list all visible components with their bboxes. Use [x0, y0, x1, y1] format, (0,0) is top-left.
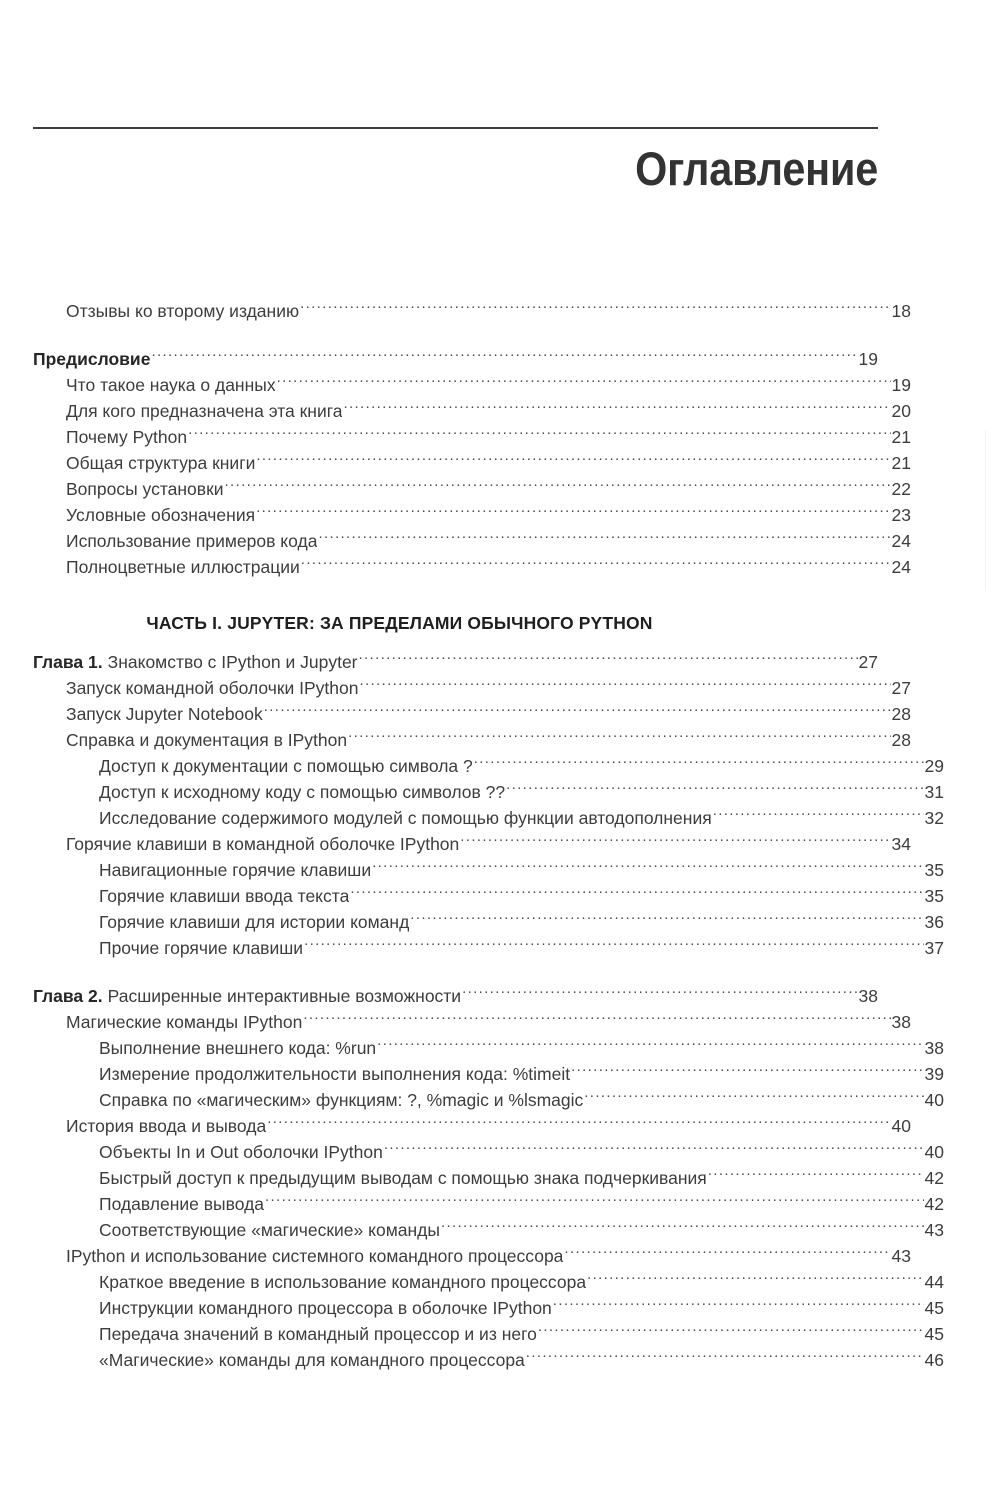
dot-leader	[584, 1089, 923, 1107]
dot-leader	[350, 885, 923, 903]
toc-entry[interactable]	[33, 298, 911, 324]
toc-entry-title: Для кого предназначена эта книга	[66, 401, 343, 421]
scan-edge-artifact	[985, 430, 986, 590]
toc-entry-title: Условные обозначения	[66, 505, 256, 525]
toc-page-number: 46	[924, 1350, 944, 1370]
toc-entry-title	[33, 649, 358, 675]
toc-page-number: 37	[924, 938, 944, 958]
toc-entry-title: Горячие клавиши ввода текста	[99, 886, 350, 906]
toc-chapter-entry[interactable]	[33, 983, 878, 1009]
toc-entry[interactable]	[33, 1295, 944, 1321]
dot-leader	[318, 530, 890, 548]
dot-leader	[462, 985, 857, 1003]
toc-entry[interactable]	[33, 1243, 911, 1269]
header-rule	[33, 127, 878, 129]
toc-entry[interactable]	[33, 1139, 944, 1165]
toc-spacer	[33, 580, 878, 610]
toc-entry-title: Навигационные горячие клавиши	[99, 860, 372, 880]
toc-page-number: 21	[891, 453, 911, 473]
dot-leader	[587, 1271, 923, 1289]
dot-leader	[377, 1037, 923, 1055]
dot-leader	[359, 651, 858, 669]
toc-entry-title: Отзывы ко второму изданию	[66, 301, 300, 321]
toc-entry[interactable]	[33, 1009, 911, 1035]
toc-entry-title: Полноцветные иллюстрации	[66, 557, 300, 577]
toc-page-number: 19	[858, 349, 878, 369]
toc-page-number: 22	[891, 479, 911, 499]
dot-leader	[441, 1219, 924, 1237]
toc-page-number: 20	[891, 401, 911, 421]
toc-entry[interactable]	[33, 476, 911, 502]
toc-page-number: 34	[891, 834, 911, 854]
toc-page-number: 28	[891, 704, 911, 724]
dot-leader	[384, 1141, 924, 1159]
dot-leader	[343, 400, 890, 418]
toc-entry[interactable]	[33, 701, 911, 727]
toc-entry-title: Быстрый доступ к предыдущим выводам с помощью знака подчеркивания	[99, 1168, 707, 1188]
toc-entry[interactable]	[33, 528, 911, 554]
toc-page-number: 23	[891, 505, 911, 525]
toc-entry[interactable]	[33, 831, 911, 857]
toc-entry[interactable]	[33, 1087, 944, 1113]
toc-entry[interactable]	[33, 1321, 944, 1347]
page-title: Оглавление	[635, 142, 878, 195]
toc-page-number: 42	[924, 1194, 944, 1214]
toc-entry-title: Измерение продолжительности выполнения кода: %timeit	[99, 1064, 571, 1084]
toc-entry-title: Горячие клавиши в командной оболочке IPython	[66, 834, 460, 854]
toc-chapter-number: Глава 1.	[33, 652, 103, 672]
dot-leader	[300, 300, 890, 318]
toc-page-number: 43	[891, 1246, 911, 1266]
toc-entry[interactable]	[33, 727, 911, 753]
toc-chapter-title-text: Знакомство с IPython и Jupyter	[107, 652, 358, 672]
table-of-contents	[33, 298, 944, 1373]
dot-leader	[553, 1297, 924, 1315]
dot-leader	[460, 833, 890, 851]
toc-spacer	[33, 961, 878, 983]
toc-entry[interactable]	[33, 935, 944, 961]
toc-entry-title: Магические команды IPython	[66, 1012, 303, 1032]
toc-page-number: 35	[924, 886, 944, 906]
toc-spacer	[33, 636, 878, 649]
toc-page-number: 44	[924, 1272, 944, 1292]
toc-page-number: 35	[924, 860, 944, 880]
toc-page-number: 42	[924, 1168, 944, 1188]
dot-leader	[225, 478, 891, 496]
toc-page-number: 36	[924, 912, 944, 932]
toc-entry-title: «Магические» команды для командного процессора	[99, 1350, 525, 1370]
toc-entry-title	[33, 983, 461, 1009]
toc-entry[interactable]	[33, 1061, 944, 1087]
toc-entry[interactable]	[33, 1269, 944, 1295]
toc-entry-title: Доступ к документации с помощью символа ?	[99, 756, 473, 776]
toc-page-number: 21	[891, 427, 911, 447]
toc-page-number: 24	[891, 557, 911, 577]
toc-page-number: 28	[891, 730, 911, 750]
toc-entry-title: Подавление вывода	[99, 1194, 265, 1214]
toc-entry-title: IPython и использование системного командного процессора	[66, 1246, 564, 1266]
toc-entry-title: Передача значений в командный процессор и из него	[99, 1324, 537, 1344]
toc-entry-title: Использование примеров кода	[66, 531, 318, 551]
toc-page-number: 29	[924, 756, 944, 776]
dot-leader	[474, 755, 924, 773]
toc-entry-title: Вопросы установки	[66, 479, 224, 499]
toc-chapter-entry[interactable]	[33, 649, 878, 675]
toc-entry-title: Почему Python	[66, 427, 188, 447]
toc-entry[interactable]	[33, 753, 944, 779]
toc-entry[interactable]	[33, 805, 944, 831]
toc-entry[interactable]	[33, 675, 911, 701]
toc-entry-title: Запуск Jupyter Notebook	[66, 704, 263, 724]
toc-entry-title: Выполнение внешнего кода: %run	[99, 1038, 377, 1058]
toc-page-number: 19	[891, 375, 911, 395]
toc-chapter-number: Глава 2.	[33, 986, 103, 1006]
dot-leader	[265, 1193, 924, 1211]
toc-entry[interactable]	[33, 1217, 944, 1243]
dot-leader	[571, 1063, 923, 1081]
toc-entry-title: Запуск командной оболочки IPython	[66, 678, 359, 698]
toc-entry-title: Соответствующие «магические» команды	[99, 1220, 440, 1240]
toc-page-number: 40	[924, 1090, 944, 1110]
dot-leader	[410, 911, 923, 929]
toc-entry[interactable]	[33, 909, 944, 935]
toc-entry-title: Предисловие	[33, 349, 151, 369]
toc-spacer	[33, 324, 878, 346]
dot-leader	[708, 1167, 924, 1185]
toc-entry[interactable]	[33, 1191, 944, 1217]
toc-page-number: 40	[891, 1116, 911, 1136]
toc-page-number: 40	[924, 1142, 944, 1162]
toc-page-number: 27	[891, 678, 911, 698]
toc-entry-title: Прочие горячие клавиши	[99, 938, 304, 958]
toc-entry[interactable]	[33, 857, 944, 883]
toc-page-number: 43	[924, 1220, 944, 1240]
toc-entry-title: Что такое наука о данных	[66, 375, 276, 395]
dot-leader	[538, 1323, 924, 1341]
dot-leader	[564, 1245, 890, 1263]
toc-part-heading: ЧАСТЬ I. JUPYTER: ЗА ПРЕДЕЛАМИ ОБЫЧНОГО PYTHON	[146, 613, 653, 633]
toc-entry[interactable]	[33, 779, 944, 805]
toc-entry-title: История ввода и вывода	[66, 1116, 267, 1136]
toc-entry[interactable]	[33, 1035, 944, 1061]
toc-page-number: 45	[924, 1298, 944, 1318]
toc-entry-title: Доступ к исходному коду с помощью символов ??	[99, 782, 506, 802]
toc-entry-title: Горячие клавиши для истории команд	[99, 912, 410, 932]
dot-leader	[267, 1115, 890, 1133]
toc-entry[interactable]	[33, 502, 911, 528]
dot-leader	[359, 677, 890, 695]
dot-leader	[303, 1011, 890, 1029]
toc-entry-title: Справка и документация в IPython	[66, 730, 348, 750]
dot-leader	[277, 374, 891, 392]
dot-leader	[348, 729, 890, 747]
dot-leader	[188, 426, 890, 444]
toc-entry[interactable]	[33, 1165, 944, 1191]
toc-entry[interactable]	[33, 1113, 911, 1139]
toc-page-number: 32	[924, 808, 944, 828]
dot-leader	[506, 781, 923, 799]
toc-entry[interactable]	[33, 424, 911, 450]
toc-entry[interactable]	[33, 1347, 944, 1373]
dot-leader	[713, 807, 924, 825]
dot-leader	[526, 1349, 924, 1367]
toc-entry[interactable]	[33, 398, 911, 424]
dot-leader	[264, 703, 891, 721]
toc-entry[interactable]	[33, 372, 911, 398]
toc-page-number: 45	[924, 1324, 944, 1344]
dot-leader	[151, 348, 857, 366]
toc-entry-title: Объекты In и Out оболочки IPython	[99, 1142, 383, 1162]
dot-leader	[256, 504, 890, 522]
toc-entry[interactable]	[33, 554, 911, 580]
toc-page-number: 38	[924, 1038, 944, 1058]
toc-entry-title: Общая структура книги	[66, 453, 256, 473]
toc-entry-title: Справка по «магическим» функциям: ?, %magic и %lsmagic	[99, 1090, 584, 1110]
toc-entry[interactable]	[33, 450, 911, 476]
toc-entry[interactable]	[33, 346, 878, 372]
toc-page-number: 39	[924, 1064, 944, 1084]
dot-leader	[372, 859, 923, 877]
toc-entry-title: Краткое введение в использование командного процессора	[99, 1272, 587, 1292]
dot-leader	[304, 937, 923, 955]
toc-chapter-title-text: Расширенные интерактивные возможности	[107, 986, 462, 1006]
toc-entry-title: Инструкции командного процессора в оболочке IPython	[99, 1298, 552, 1318]
dot-leader	[256, 452, 890, 470]
toc-entry-title: Исследование содержимого модулей с помощью функции автодополнения	[99, 808, 712, 828]
toc-page-number: 27	[858, 652, 878, 672]
dot-leader	[301, 556, 891, 574]
toc-page-number: 31	[924, 782, 944, 802]
toc-page-number: 24	[891, 531, 911, 551]
toc-page-number: 18	[891, 301, 911, 321]
toc-page-number: 38	[858, 986, 878, 1006]
toc-page-number: 38	[891, 1012, 911, 1032]
toc-entry[interactable]	[33, 883, 944, 909]
